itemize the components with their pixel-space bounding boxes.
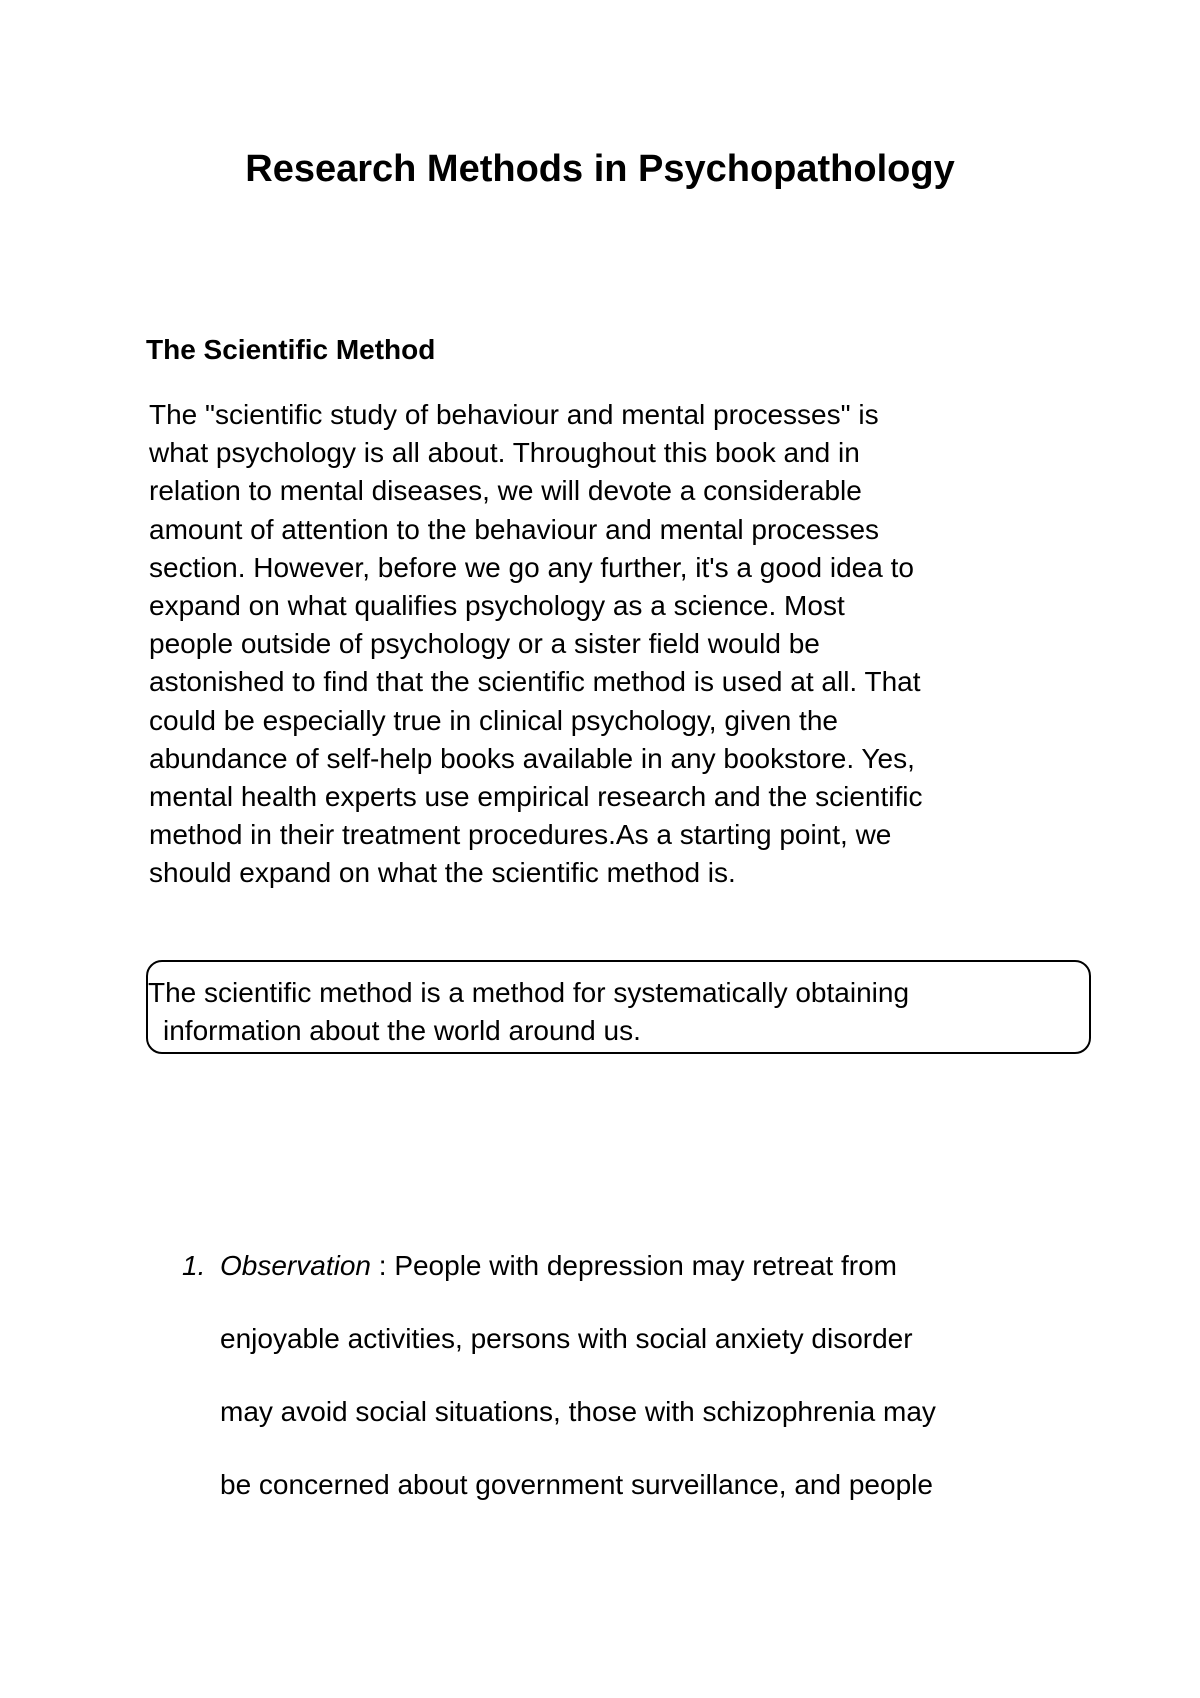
- paragraph-line: people outside of psychology or a sister field would be: [149, 628, 820, 660]
- list-item-first-line: [220, 1248, 1120, 1321]
- paragraph-line: could be especially true in clinical psychology, given the: [149, 704, 838, 736]
- paragraph-line: mental health experts use empirical research and the scientific: [149, 781, 923, 813]
- paragraph-line: expand on what qualifies psychology as a science. Most: [149, 590, 845, 622]
- list-number: 1.: [182, 1250, 206, 1281]
- list-item-first-line-text: People with depression may retreat from: [394, 1250, 897, 1281]
- definition-line: information about the world around us.: [163, 1015, 641, 1046]
- paragraph-line: section. However, before we go any further, it's a good idea to: [149, 551, 914, 583]
- list-item-term: Observation: [220, 1250, 371, 1281]
- definition-text: [148, 974, 909, 1050]
- list-item-line: may avoid social situations, those with schizophrenia may: [220, 1396, 936, 1427]
- paragraph-line: what psychology is all about. Throughout this book and in: [149, 437, 860, 469]
- list-item-text: [220, 1248, 1120, 1540]
- page-title: Research Methods in Psychopathology: [245, 148, 955, 190]
- list-item-separator: :: [370, 1250, 395, 1281]
- paragraph-line: should expand on what the scientific method is.: [149, 857, 736, 889]
- list-item-line: be concerned about government surveillance, and people: [220, 1469, 933, 1500]
- body-paragraph: [149, 396, 1069, 893]
- paragraph-line: abundance of self-help books available in any bookstore. Yes,: [149, 742, 915, 774]
- definition-line: The scientific method is a method for systematically obtaining: [148, 977, 910, 1008]
- list-item-line: enjoyable activities, persons with social anxiety disorder: [220, 1323, 913, 1354]
- paragraph-line: amount of attention to the behaviour and mental processes: [149, 513, 880, 545]
- paragraph-line: relation to mental diseases, we will devote a considerable: [149, 475, 862, 507]
- paragraph-line: method in their treatment procedures.As a starting point, we: [149, 819, 892, 851]
- section-heading: The Scientific Method: [146, 334, 436, 365]
- paragraph-line: astonished to find that the scientific method is used at all. That: [149, 666, 921, 698]
- paragraph-line: The "scientific study of behaviour and mental processes" is: [149, 399, 879, 430]
